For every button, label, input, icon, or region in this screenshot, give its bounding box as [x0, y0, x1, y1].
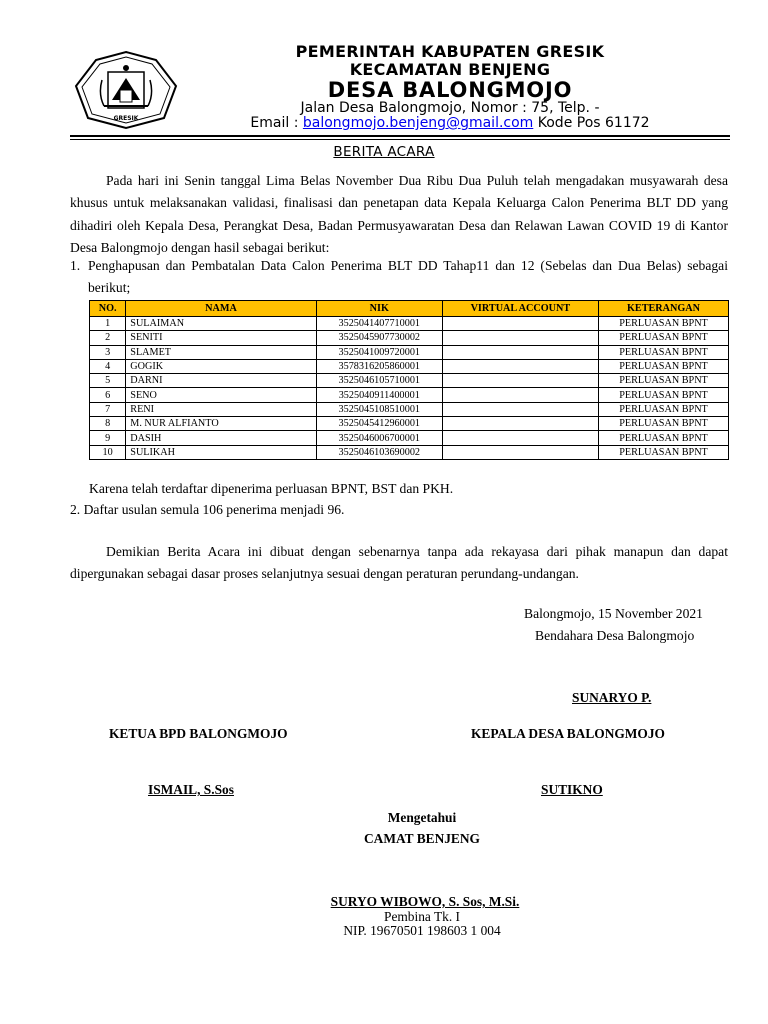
email-link[interactable]: balongmojo.benjeng@gmail.com [302, 115, 534, 131]
table-row [90, 388, 729, 402]
postal-code: Kode Pos 61172 [533, 115, 650, 131]
list-number: 2. [70, 502, 81, 517]
camat-name: SURYO WIBOWO, S. Sos, M.Si. [330, 894, 520, 909]
village-head-name: SUTIKNO [541, 782, 603, 797]
intro-paragraph: Pada hari ini Senin tanggal Lima Belas November Dua Ribu Dua Puluh telah mengadakan musyawarah desa khusus untuk melaksanakan validasi, finalisasi dan penetapan data Kepala Keluarga Calon Penerima BLT DD yang dihadiri oleh Kepala Desa, Perangkat Desa, Badan Permusyawaratan Desa dan Relawan Lawan COVID 19 di Kantor Desa Balongmojo dengan hasil sebagai berikut: [70, 173, 728, 255]
col-header-nama: NAMA [126, 301, 316, 317]
cell-no: 8 [90, 417, 126, 431]
cell-nama: RENI [126, 402, 316, 416]
treasurer-name: SUNARYO P. [572, 690, 652, 705]
table-row [90, 331, 729, 345]
cell-nik: 3525046105710001 [316, 374, 442, 388]
cell-nik: 3578316205860001 [316, 359, 442, 373]
cell-nama: SENO [126, 388, 316, 402]
table-row [90, 417, 729, 431]
letterhead-government: PEMERINTAH KABUPATEN GRESIK [295, 42, 605, 61]
cell-no: 1 [90, 317, 126, 331]
cell-nik: 3525046103690002 [316, 445, 442, 459]
camat-role: CAMAT BENJENG [364, 831, 480, 846]
cell-keterangan: PERLUASAN BPNT [598, 388, 728, 402]
table-row [90, 359, 729, 373]
cell-nik: 3525045907730002 [316, 331, 442, 345]
cell-keterangan: PERLUASAN BPNT [598, 431, 728, 445]
cell-virtual-account [442, 388, 598, 402]
cell-nik: 3525041009720001 [316, 345, 442, 359]
list-item-2 [70, 502, 344, 518]
cell-nama: SENITI [126, 331, 316, 345]
list-item-text: Penghapusan dan Pembatalan Data Calon Penerima BLT DD Tahap11 dan 12 (Sebelas dan Dua Belas) sebagai berikut; [88, 258, 728, 296]
list-number: 1. [70, 258, 81, 273]
cell-no: 2 [90, 331, 126, 345]
cell-nama: SULAIMAN [126, 317, 316, 331]
col-header-nik: NIK [316, 301, 442, 317]
table-row [90, 402, 729, 416]
cell-virtual-account [442, 317, 598, 331]
cell-virtual-account [442, 359, 598, 373]
letterhead-contact [190, 115, 710, 131]
cell-no: 6 [90, 388, 126, 402]
cell-keterangan: PERLUASAN BPNT [598, 402, 728, 416]
letterhead-address: Jalan Desa Balongmojo, Nomor : 75, Telp. - [300, 100, 600, 116]
col-header-keterangan: KETERANGAN [598, 301, 728, 317]
cell-no: 3 [90, 345, 126, 359]
letterhead-rule-thin [70, 139, 730, 140]
cell-virtual-account [442, 417, 598, 431]
cell-nik: 3525040911400001 [316, 388, 442, 402]
table-row [90, 345, 729, 359]
cell-keterangan: PERLUASAN BPNT [598, 417, 728, 431]
cell-no: 4 [90, 359, 126, 373]
cell-nik: 3525045108510001 [316, 402, 442, 416]
cell-no: 5 [90, 374, 126, 388]
cell-virtual-account [442, 345, 598, 359]
camat-nip: NIP. 19670501 198603 1 004 [343, 923, 501, 938]
closing-paragraph: Demikian Berita Acara ini dibuat dengan sebenarnya tanpa ada rekayasa dari pihak manapun dan dapat dipergunakan sebagai dasar proses selanjutnya sesuai dengan peraturan perundang-undangan. [70, 544, 728, 582]
cell-nama: GOGIK [126, 359, 316, 373]
bpd-chair-role: KETUA BPD BALONGMOJO [109, 726, 288, 741]
table-note: Karena telah terdaftar dipenerima perluasan BPNT, BST dan PKH. [89, 481, 454, 496]
list-item-text: Daftar usulan semula 106 penerima menjadi 96. [83, 502, 345, 517]
col-header-no: NO. [90, 301, 126, 317]
cell-keterangan: PERLUASAN BPNT [598, 331, 728, 345]
letterhead-rule-thick [70, 135, 730, 137]
cell-no: 10 [90, 445, 126, 459]
cell-keterangan: PERLUASAN BPNT [598, 317, 728, 331]
cell-nik: 3525041407710001 [316, 317, 442, 331]
letterhead-village: DESA BALONGMOJO [327, 78, 573, 102]
cell-keterangan: PERLUASAN BPNT [598, 374, 728, 388]
treasurer-role: Bendahara Desa Balongmojo [535, 628, 695, 643]
acknowledge-label: Mengetahui [387, 810, 457, 825]
cell-nama: SULIKAH [126, 445, 316, 459]
table-header-row [90, 301, 729, 317]
table-row [90, 445, 729, 459]
cell-virtual-account [442, 431, 598, 445]
cell-nama: DARNI [126, 374, 316, 388]
village-head-role: KEPALA DESA BALONGMOJO [471, 726, 665, 741]
place-date: Balongmojo, 15 November 2021 [524, 606, 703, 621]
cell-keterangan: PERLUASAN BPNT [598, 345, 728, 359]
cell-keterangan: PERLUASAN BPNT [598, 359, 728, 373]
email-label: Email : [250, 115, 303, 131]
cell-nama: SLAMET [126, 345, 316, 359]
list-item-1 [70, 255, 728, 300]
col-header-virtual-account: VIRTUAL ACCOUNT [442, 301, 598, 317]
cell-virtual-account [442, 374, 598, 388]
cell-keterangan: PERLUASAN BPNT [598, 445, 728, 459]
document-title: BERITA ACARA [333, 144, 435, 160]
svg-text:GRESIK: GRESIK [113, 115, 139, 122]
camat-rank: Pembina Tk. I [384, 909, 460, 924]
cell-virtual-account [442, 402, 598, 416]
letterhead-district: KECAMATAN BENJENG [349, 60, 551, 79]
cell-virtual-account [442, 331, 598, 345]
cell-virtual-account [442, 445, 598, 459]
regency-emblem-logo [72, 50, 180, 130]
table-row [90, 431, 729, 445]
cell-nik: 3525045412960001 [316, 417, 442, 431]
cell-no: 9 [90, 431, 126, 445]
cell-nik: 3525046006700001 [316, 431, 442, 445]
bpd-chair-name: ISMAIL, S.Sos [148, 782, 234, 797]
cell-no: 7 [90, 402, 126, 416]
cell-nama: DASIH [126, 431, 316, 445]
table-row [90, 317, 729, 331]
beneficiary-table [89, 300, 729, 460]
cell-nama: M. NUR ALFIANTO [126, 417, 316, 431]
table-row [90, 374, 729, 388]
